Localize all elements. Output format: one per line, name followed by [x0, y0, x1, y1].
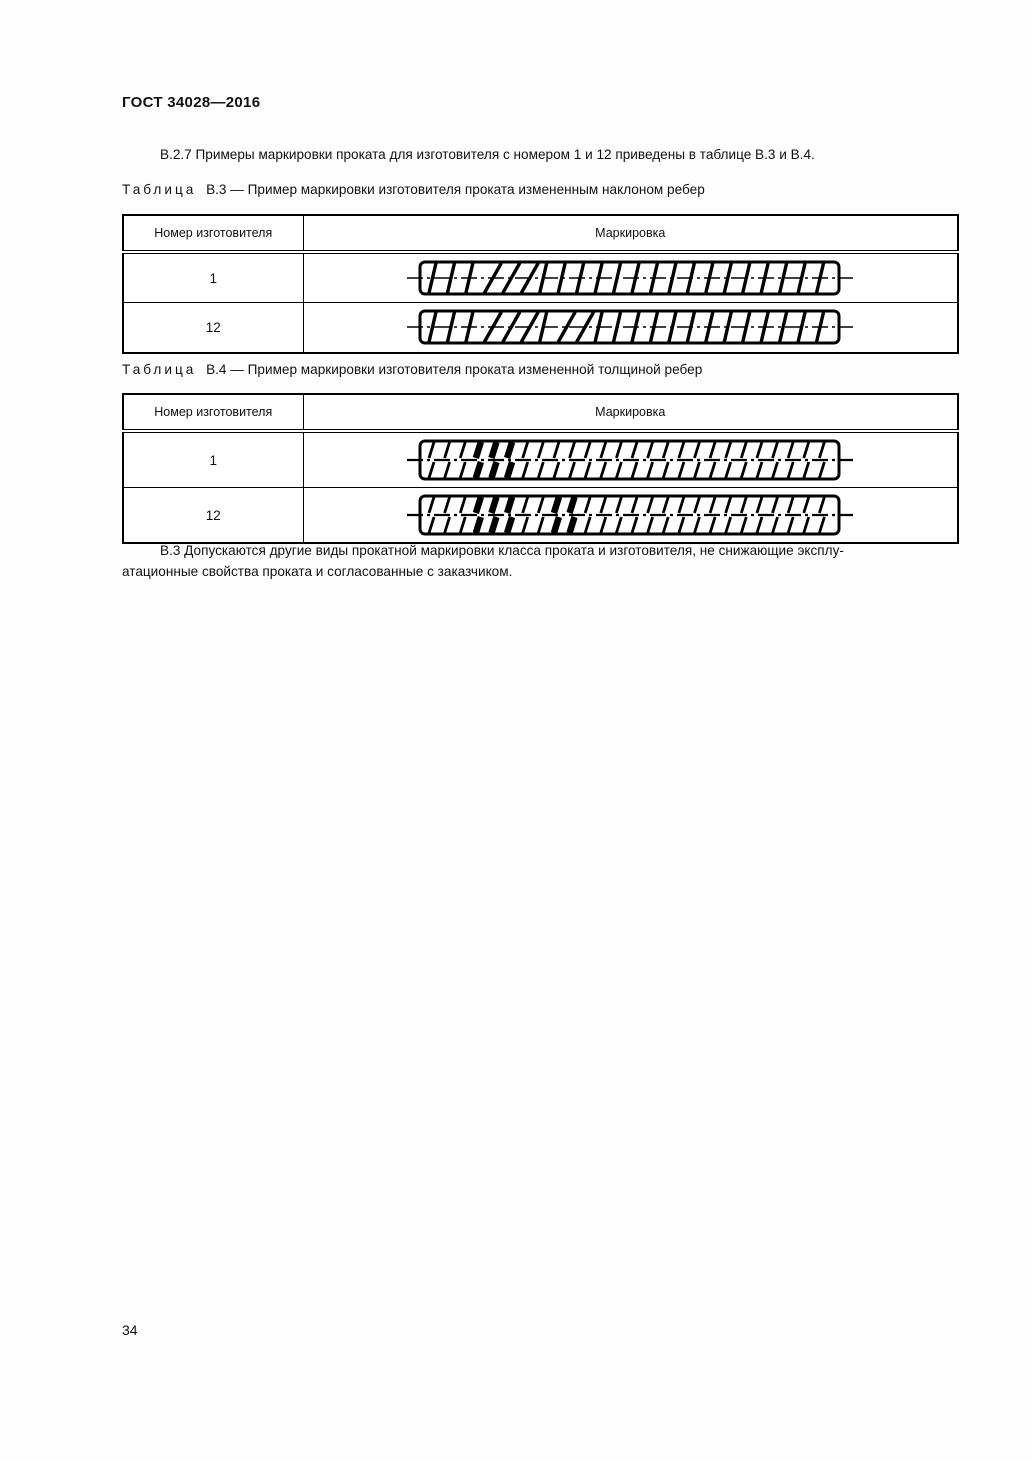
- paragraph-b3-line1: В.3 Допускаются другие виды прокатной маркировки класса проката и изготовителя, не снижающие эксплу-: [160, 543, 844, 558]
- rebar-diagram: [306, 258, 956, 298]
- manufacturer-number: 1: [123, 431, 303, 488]
- table-b4-caption-text: В.4 — Пример маркировки изготовителя проката измененной толщиной ребер: [206, 362, 703, 377]
- table-b3-caption-word: Таблица: [122, 182, 197, 197]
- marking-cell: [303, 303, 958, 353]
- table-b4-col-manufacturer: Номер изготовителя: [123, 394, 303, 431]
- table-row: [123, 488, 958, 544]
- paragraph-b3: [122, 540, 964, 582]
- paragraph-b27: [122, 144, 938, 165]
- table-b4-caption-word: Таблица: [122, 362, 197, 377]
- manufacturer-number: 1: [123, 252, 303, 303]
- table-b4: [122, 393, 959, 544]
- table-row: [123, 303, 958, 353]
- rebar-diagram: [306, 307, 956, 347]
- table-b3-caption-text: В.3 — Пример маркировки изготовителя проката измененным наклоном ребер: [206, 182, 705, 197]
- table-b3-header-row: [123, 215, 958, 252]
- table-row: [123, 252, 958, 303]
- table-b4-caption: [122, 362, 958, 377]
- marking-cell: [303, 252, 958, 303]
- paragraph-b27-text: В.2.7 Примеры маркировки проката для изготовителя с номером 1 и 12 приведены в таблице В.3 и В.4.: [160, 147, 815, 162]
- rebar-diagram: [306, 437, 956, 483]
- table-b4-col-marking: Маркировка: [303, 394, 958, 431]
- table-b3-col-marking: Маркировка: [303, 215, 958, 252]
- table-b4-header-row: [123, 394, 958, 431]
- table-row: [123, 431, 958, 488]
- manufacturer-number: 12: [123, 303, 303, 353]
- table-b3: [122, 214, 959, 354]
- rebar-diagram: [306, 492, 956, 538]
- page-number: 34: [122, 1322, 138, 1338]
- marking-cell: [303, 431, 958, 488]
- table-b3-col-manufacturer: Номер изготовителя: [123, 215, 303, 252]
- paragraph-b3-line2: атационные свойства проката и согласованные с заказчиком.: [122, 564, 513, 579]
- table-b3-caption: [122, 182, 958, 197]
- document-standard-number: ГОСТ 34028—2016: [122, 94, 261, 111]
- marking-cell: [303, 488, 958, 544]
- manufacturer-number: 12: [123, 488, 303, 544]
